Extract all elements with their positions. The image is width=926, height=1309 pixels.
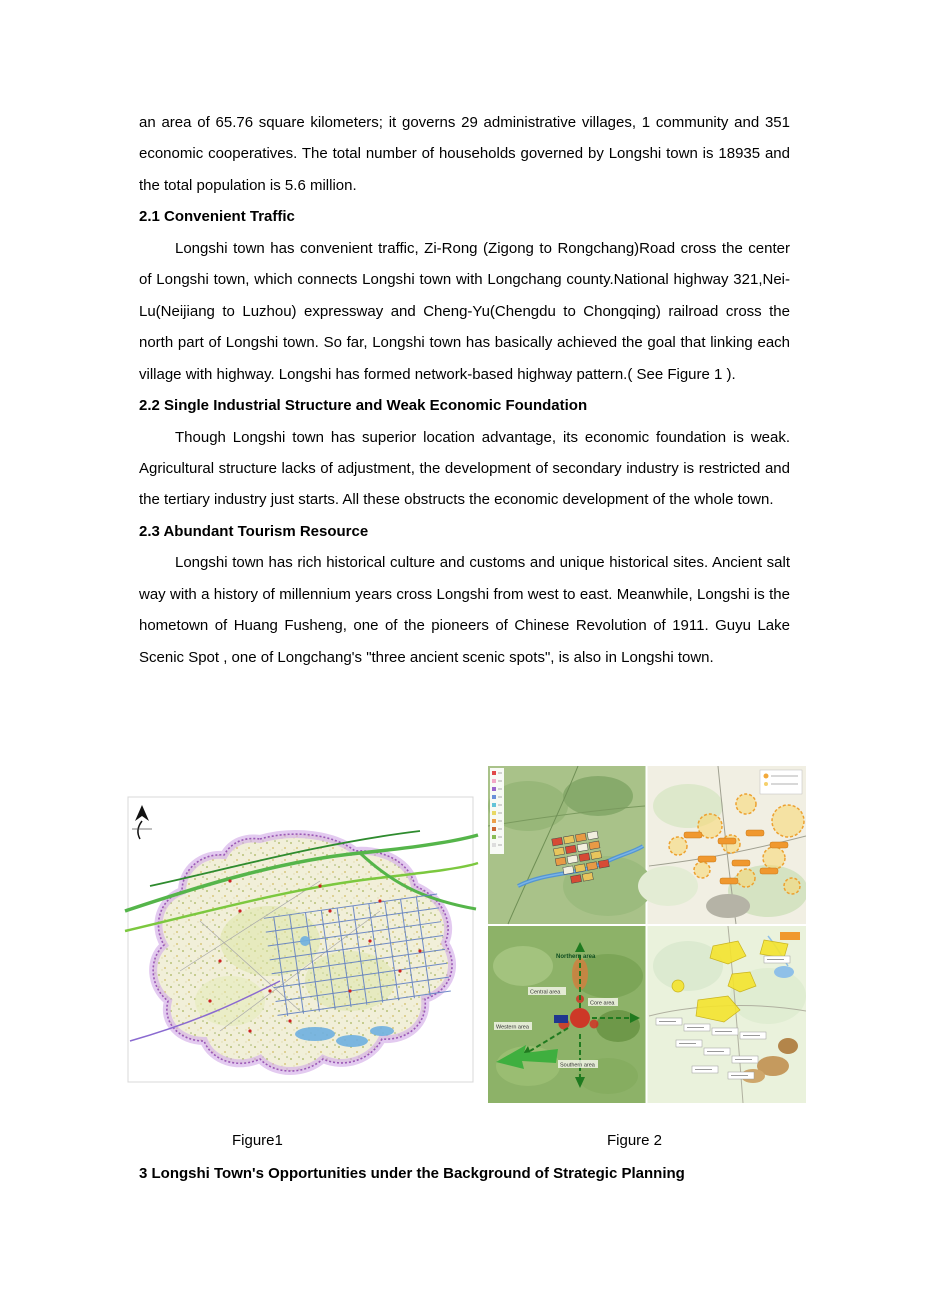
section-heading-2-1: 2.1 Convenient Traffic (139, 208, 295, 226)
label-northern-area: Northern area (556, 954, 596, 960)
village-legend-box (760, 770, 802, 794)
panel-village-system (638, 766, 806, 924)
label-western-area (494, 1022, 532, 1031)
section-body-2-2: Though Longshi town has superior location advantage, its economic foundation is weak. Agricultural structure lacks of adjustment, the development of secondary industry is restricted and the tertiary industry just starts. All these obstructs the economic development of the whole town. (139, 428, 790, 509)
section-body-2-3: Longshi town has rich historical culture and customs and unique historical sites. Ancient salt way with a history of millennium years cross Longshi from west to east. Meanwhile, Longshi is the hometown of Huang Fusheng, one of the pioneers of Chinese Revolution of 1911. Guyu Lake Scenic Spot , one of Longchang's "three ancient scenic spots", is also in Longshi town. (139, 554, 790, 666)
key-project-block (554, 1015, 568, 1023)
panel-functional-zoning (648, 926, 807, 1103)
figure1-caption: Figure1 (232, 1132, 283, 1149)
section-heading-2-3: 2.3 Abundant Tourism Resource (139, 522, 369, 540)
section-body-2-1: Longshi town has convenient traffic, Zi-Rong (Zigong to Rongchang)Road cross the center of Longshi town, which connects Longshi town with Longchang county.National highway 321,Nei-Lu(Neijiang to Luzhou) expressway and Cheng-Yu(Chengdu to Chongqing) railroad cross the north part of Longshi town. So far, Longshi town has basically achieved the goal that linking each village with highway. Longshi has formed network-based highway pattern.( See Figure 1 ). (139, 239, 790, 383)
svg-text:Core area: Core area (590, 1000, 615, 1007)
figure2-caption: Figure 2 (607, 1132, 663, 1149)
figure-2-maps (488, 766, 806, 1103)
landuse-legend-strip (490, 768, 504, 854)
svg-text:Southern area: Southern area (560, 1062, 595, 1069)
label-southern-area (558, 1060, 598, 1069)
intro-paragraph: an area of 65.76 square kilometers; it governs 29 administrative villages, 1 community and 351 economic cooperatives. The total number of households governed by Longshi town is 18935 and the total population is 5.6 million. (139, 114, 790, 194)
section-heading-3: 3 Longshi Town's Opportunities under the Background of Strategic Planning (139, 1165, 685, 1182)
panel-spatial-structure (488, 926, 646, 1103)
section-heading-2-2: 2.2 Single Industrial Structure and Weak Economic Foundation (139, 397, 588, 415)
label-core-area (588, 998, 618, 1007)
panel-landuse-plan (488, 766, 653, 924)
figure-1-map (120, 791, 481, 1088)
lake-blue (774, 966, 794, 978)
page-content (139, 107, 790, 673)
label-central-area (528, 987, 566, 996)
zoning-orange-tag (780, 932, 800, 940)
svg-text:Central area: Central area (530, 989, 561, 996)
svg-text:Western area: Western area (496, 1024, 529, 1031)
